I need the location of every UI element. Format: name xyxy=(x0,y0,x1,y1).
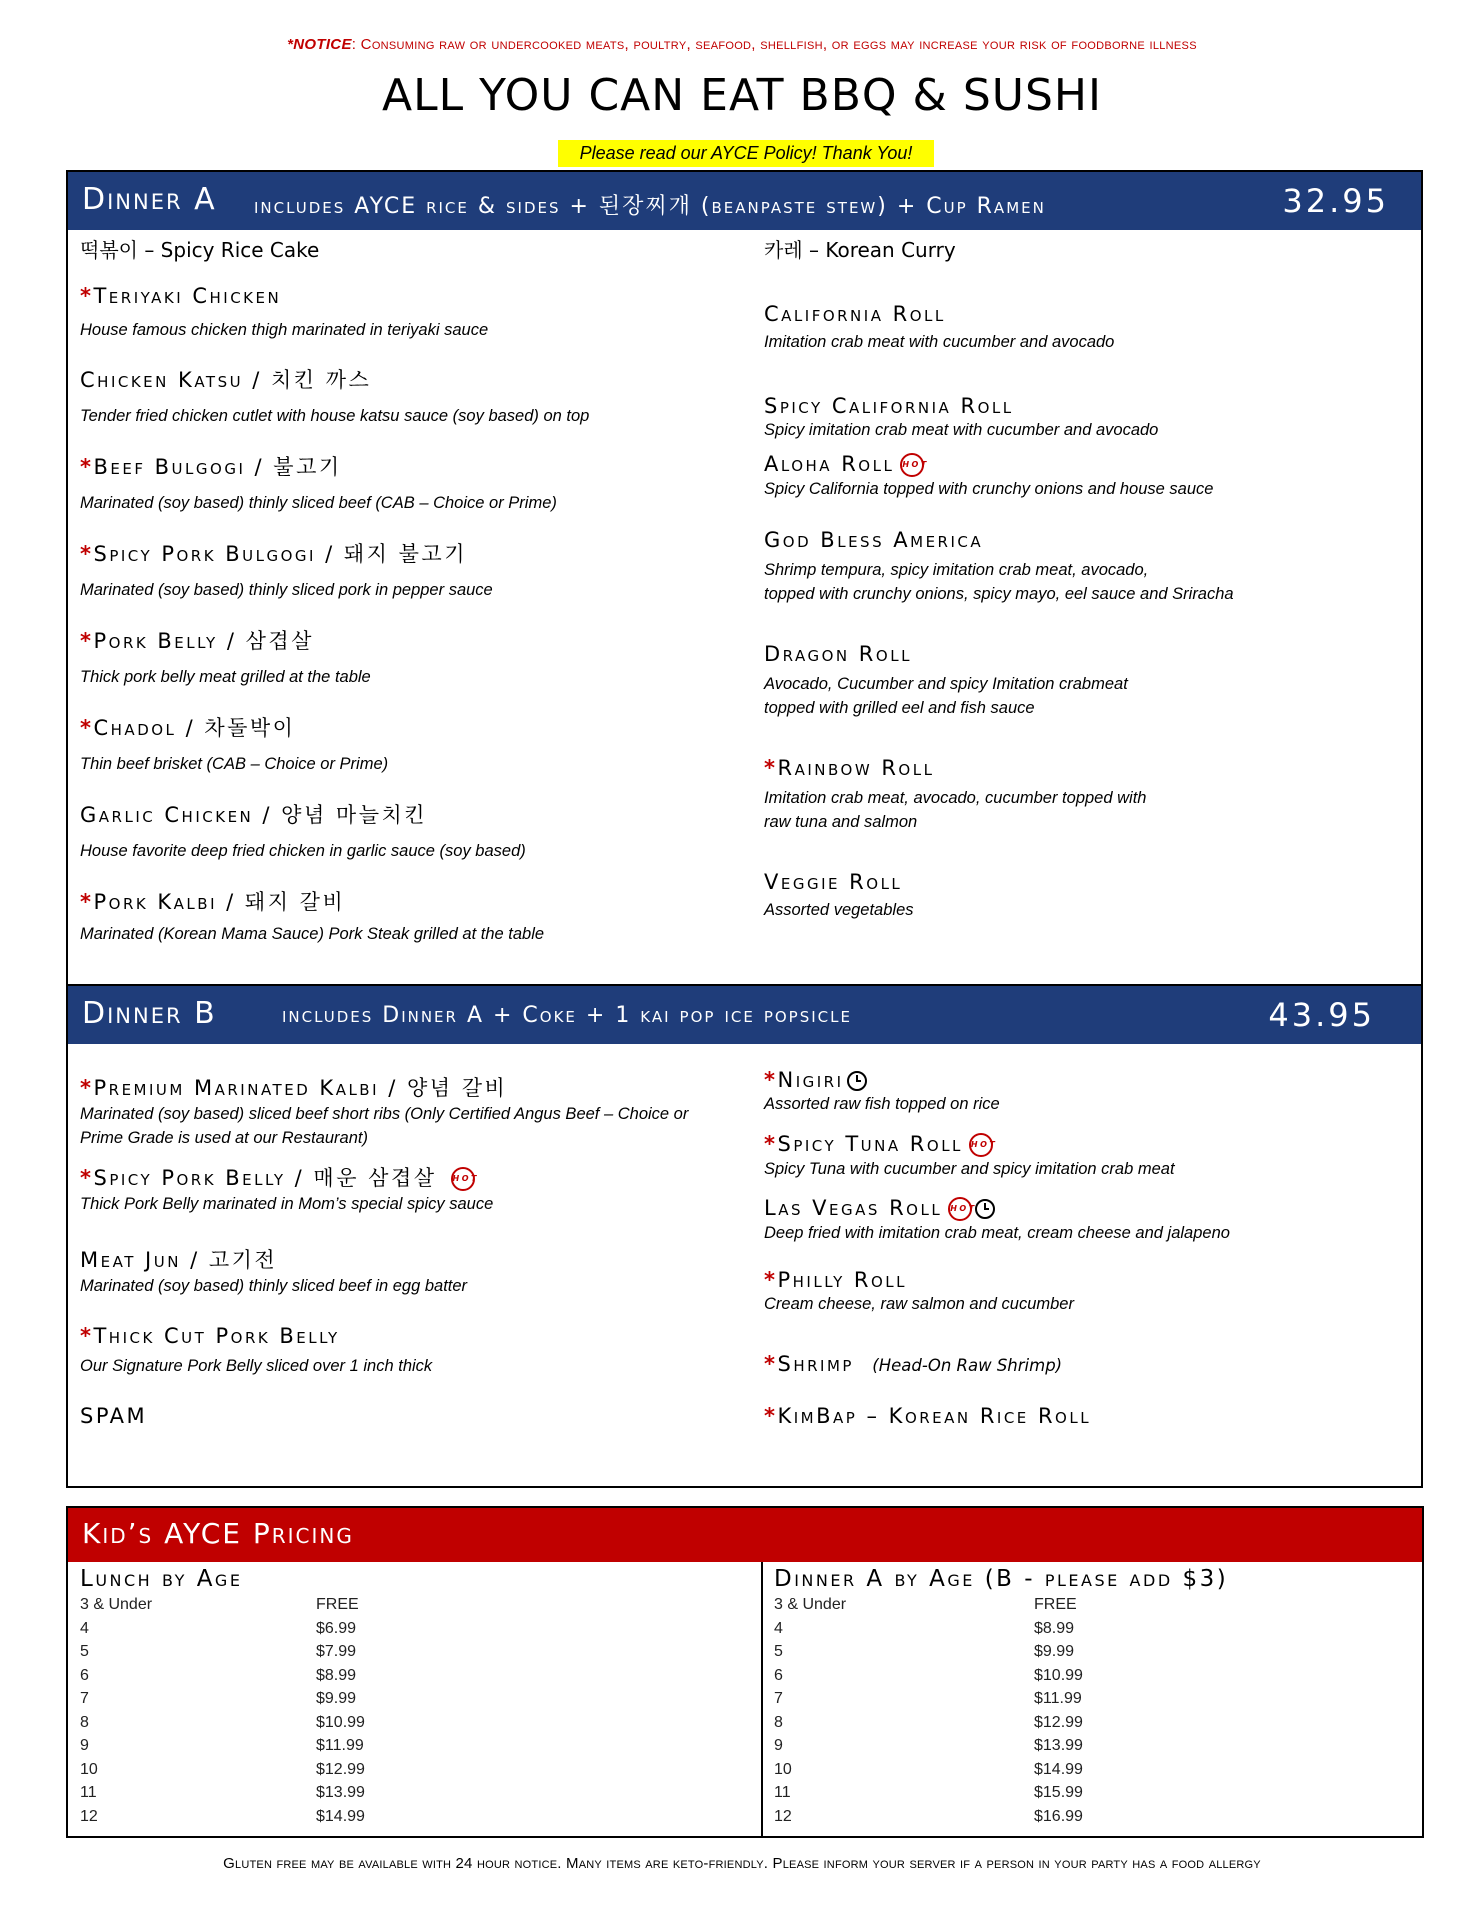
item-name: Pork Kalbi / 돼지 갈비 xyxy=(93,890,346,914)
item-name: Shrimp xyxy=(777,1352,854,1376)
table-row xyxy=(774,1640,1414,1664)
age-cell: 12 xyxy=(774,1807,792,1825)
age-cell: 4 xyxy=(774,1619,783,1637)
kids-pricing-section xyxy=(66,1506,1424,1838)
table-row xyxy=(80,1664,740,1688)
age-cell: 6 xyxy=(80,1666,89,1684)
kids-column-divider xyxy=(761,1562,763,1836)
dinner-rows xyxy=(774,1593,1414,1828)
price-cell: $14.99 xyxy=(316,1807,365,1825)
item-desc: Imitation crab meat with cucumber and avocado xyxy=(764,333,1115,351)
age-cell: 3 & Under xyxy=(80,1596,153,1613)
hot-icon: HOT xyxy=(969,1133,993,1157)
dinner-a-price: 32.95 xyxy=(1282,182,1389,220)
raw-star: * xyxy=(764,1132,778,1156)
dinner-a-section xyxy=(66,170,1423,986)
raw-star: * xyxy=(764,1352,778,1376)
table-row xyxy=(80,1687,740,1711)
table-row xyxy=(80,1617,740,1641)
lunch-by-age xyxy=(80,1566,740,1828)
menu-item xyxy=(80,886,544,946)
price-cell: $9.99 xyxy=(316,1690,357,1707)
age-cell: 10 xyxy=(774,1760,792,1778)
raw-star: * xyxy=(80,542,94,566)
item-desc: Assorted raw fish topped on rice xyxy=(764,1095,1000,1113)
dinner-a-name: Dinner A xyxy=(82,182,217,217)
age-cell: 9 xyxy=(774,1737,783,1754)
price-cell: $14.99 xyxy=(1034,1760,1083,1778)
item-name: Rainbow Roll xyxy=(777,756,935,780)
item-desc: Thin beef brisket (CAB – Choice or Prime) xyxy=(80,755,389,773)
dinner-b-price: 43.95 xyxy=(1268,996,1375,1034)
lunch-title: Lunch by Age xyxy=(80,1566,243,1592)
dinner-age-title: Dinner A by Age (B - please add $3) xyxy=(774,1566,1229,1592)
menu-item xyxy=(764,452,1213,501)
item-name: Veggie Roll xyxy=(764,870,903,894)
item-desc: Imitation crab meat, avocado, cucumber topped with xyxy=(764,789,1147,807)
menu-item xyxy=(764,642,1128,720)
menu-item xyxy=(764,302,1114,354)
item-desc: topped with grilled eel and fish sauce xyxy=(764,699,1035,717)
item-name: Garlic Chicken / 양념 마늘치킨 xyxy=(80,803,428,827)
price-cell: $12.99 xyxy=(1034,1713,1083,1731)
menu-item xyxy=(764,234,956,263)
item-name: Dragon Roll xyxy=(764,642,912,666)
table-row xyxy=(80,1758,740,1782)
raw-star: * xyxy=(80,284,94,308)
item-desc: topped with crunchy onions, spicy mayo, eel sauce and Sriracha xyxy=(764,585,1234,603)
raw-star: * xyxy=(80,629,94,653)
item-name: KimBap – Korean Rice Roll xyxy=(777,1404,1092,1428)
table-row xyxy=(80,1593,740,1617)
item-name: 떡볶이 – Spicy Rice Cake xyxy=(80,238,320,262)
menu-item xyxy=(764,1132,1175,1181)
item-name: God Bless America xyxy=(764,528,984,552)
item-desc: Our Signature Pork Belly sliced over 1 inch thick xyxy=(80,1357,433,1375)
age-cell: 7 xyxy=(774,1690,783,1707)
raw-star: * xyxy=(764,1404,778,1428)
item-name: 카레 – Korean Curry xyxy=(764,238,956,262)
menu-item xyxy=(80,712,388,776)
item-desc: Spicy Tuna with cucumber and spicy imitation crab meat xyxy=(764,1160,1175,1178)
price-cell: $9.99 xyxy=(1034,1643,1075,1660)
table-row xyxy=(80,1781,740,1805)
raw-star: * xyxy=(80,1166,94,1190)
menu-item xyxy=(80,451,557,515)
table-row xyxy=(80,1711,740,1735)
menu-item xyxy=(764,756,1146,834)
table-row xyxy=(774,1687,1414,1711)
age-cell: 9 xyxy=(80,1737,89,1754)
age-cell: 12 xyxy=(80,1807,98,1825)
menu-item xyxy=(764,1352,1062,1378)
dinner-b-header xyxy=(68,986,1421,1044)
table-row xyxy=(774,1781,1414,1805)
table-row xyxy=(80,1640,740,1664)
item-name: Spicy Pork Bulgogi / 돼지 불고기 xyxy=(93,542,467,566)
age-cell: 11 xyxy=(80,1784,97,1801)
item-name: Spicy Pork Belly / 매운 삼겹살 xyxy=(93,1166,437,1190)
clock-icon xyxy=(975,1199,995,1219)
raw-star: * xyxy=(80,890,94,914)
raw-star: * xyxy=(80,1076,94,1100)
menu-item xyxy=(80,364,589,428)
item-desc: Marinated (soy based) thinly sliced pork in pepper sauce xyxy=(80,581,493,599)
item-desc: House famous chicken thigh marinated in teriyaki sauce xyxy=(80,321,489,339)
menu-item xyxy=(80,1244,467,1298)
item-desc: raw tuna and salmon xyxy=(764,813,918,831)
raw-star: * xyxy=(80,716,94,740)
price-cell: $12.99 xyxy=(316,1760,365,1778)
menu-title: ALL YOU CAN EAT BBQ & SUSHI xyxy=(382,70,1102,121)
dinner-by-age xyxy=(774,1566,1414,1828)
price-cell: $15.99 xyxy=(1034,1784,1083,1801)
price-cell: $13.99 xyxy=(1034,1737,1083,1754)
menu-item xyxy=(764,1196,1230,1245)
menu-item xyxy=(80,538,493,602)
menu-item xyxy=(80,1072,688,1150)
item-desc: Marinated (soy based) sliced beef short ribs (Only Certified Angus Beef – Choice or xyxy=(80,1105,689,1123)
raw-star: * xyxy=(764,756,778,780)
kids-title: Kid’s AYCE Pricing xyxy=(82,1517,354,1550)
dinner-b-name: Dinner B xyxy=(82,996,217,1031)
item-name: Thick Cut Pork Belly xyxy=(93,1324,340,1348)
menu-item xyxy=(80,1324,432,1378)
price-cell: $13.99 xyxy=(316,1784,365,1801)
age-cell: 7 xyxy=(80,1690,89,1707)
table-row xyxy=(774,1758,1414,1782)
item-name: Aloha Roll xyxy=(764,452,895,476)
age-cell: 4 xyxy=(80,1619,89,1637)
table-row xyxy=(774,1617,1414,1641)
table-row xyxy=(774,1711,1414,1735)
price-cell: $16.99 xyxy=(1034,1807,1083,1825)
menu-item xyxy=(80,1404,147,1428)
clock-icon xyxy=(847,1071,867,1091)
menu-item xyxy=(764,394,1158,442)
price-cell: $11.99 xyxy=(316,1737,364,1754)
item-name: California Roll xyxy=(764,302,946,326)
menu-item xyxy=(80,1162,493,1216)
age-cell: 8 xyxy=(774,1713,783,1731)
dinner-b-includes: includes Dinner A + Coke + 1 kai pop ice popsicle xyxy=(282,1003,852,1028)
menu-item xyxy=(80,234,319,263)
hot-icon: HOT xyxy=(451,1167,475,1191)
item-desc: Avocado, Cucumber and spicy Imitation crabmeat xyxy=(764,675,1128,693)
policy-note: Please read our AYCE Policy! Thank You! xyxy=(558,140,934,167)
raw-star: * xyxy=(80,1324,94,1348)
dinner-b-section xyxy=(66,984,1423,1488)
price-cell: FREE xyxy=(1034,1596,1077,1613)
item-desc: Marinated (Korean Mama Sauce) Pork Steak grilled at the table xyxy=(80,925,545,943)
table-row xyxy=(774,1805,1414,1829)
price-cell: $11.99 xyxy=(1034,1690,1082,1707)
menu-item xyxy=(764,870,914,922)
item-desc: Spicy California topped with crunchy onions and house sauce xyxy=(764,480,1214,498)
item-note: (Head-On Raw Shrimp) xyxy=(872,1356,1063,1375)
item-name: Beef Bulgogi / 불고기 xyxy=(93,455,342,479)
age-cell: 10 xyxy=(80,1760,98,1778)
item-desc: Cream cheese, raw salmon and cucumber xyxy=(764,1295,1074,1313)
table-row xyxy=(774,1593,1414,1617)
lunch-rows xyxy=(80,1593,740,1828)
dinner-a-includes: includes AYCE rice & sides + 된장찌개 (beanpaste stew) + Cup Ramen xyxy=(254,194,1046,219)
price-cell: $8.99 xyxy=(1034,1619,1075,1637)
item-name: SPAM xyxy=(80,1404,148,1428)
item-name: Premium Marinated Kalbi / 양념 갈비 xyxy=(93,1076,508,1100)
raw-star: * xyxy=(80,455,94,479)
menu-item xyxy=(80,625,371,689)
item-name: Chicken Katsu / 치킨 까스 xyxy=(80,368,372,392)
table-row xyxy=(774,1734,1414,1758)
price-cell: $7.99 xyxy=(316,1643,357,1660)
menu-item xyxy=(80,284,488,342)
age-cell: 11 xyxy=(774,1784,791,1801)
item-name: Chadol / 차돌박이 xyxy=(93,716,296,740)
item-name: Meat Jun / 고기전 xyxy=(80,1248,278,1272)
age-cell: 6 xyxy=(774,1666,783,1684)
item-desc: Marinated (soy based) thinly sliced beef (CAB – Choice or Prime) xyxy=(80,494,557,512)
item-desc: Assorted vegetables xyxy=(764,901,914,919)
age-cell: 3 & Under xyxy=(774,1596,847,1613)
price-cell: $8.99 xyxy=(316,1666,357,1684)
menu-item xyxy=(764,1068,1000,1116)
dinner-a-header xyxy=(68,172,1421,230)
notice-text: : Consuming raw or undercooked meats, poultry, seafood, shellfish, or eggs may increase your risk of foodborne illness xyxy=(351,36,1197,53)
raw-star: * xyxy=(764,1068,778,1092)
menu-item xyxy=(764,1404,1091,1428)
price-cell: FREE xyxy=(316,1596,359,1613)
kids-header xyxy=(68,1508,1422,1562)
item-name: Pork Belly / 삼겹살 xyxy=(93,629,314,653)
item-desc: Thick pork belly meat grilled at the table xyxy=(80,668,371,686)
raw-star: * xyxy=(764,1268,778,1292)
age-cell: 8 xyxy=(80,1713,89,1731)
age-cell: 5 xyxy=(774,1643,783,1660)
menu-item xyxy=(764,1268,1074,1316)
hot-icon: HOT xyxy=(948,1197,972,1221)
price-cell: $6.99 xyxy=(316,1619,357,1637)
menu-item xyxy=(764,528,1234,606)
table-row xyxy=(80,1805,740,1829)
item-name: Spicy California Roll xyxy=(764,394,1014,418)
item-name: Teriyaki Chicken xyxy=(93,284,282,308)
item-desc: Deep fried with imitation crab meat, cream cheese and jalapeno xyxy=(764,1224,1230,1242)
age-cell: 5 xyxy=(80,1643,89,1660)
table-row xyxy=(80,1734,740,1758)
item-desc: Tender fried chicken cutlet with house katsu sauce (soy based) on top xyxy=(80,407,590,425)
price-cell: $10.99 xyxy=(316,1713,365,1731)
item-name: Spicy Tuna Roll xyxy=(777,1132,963,1156)
item-desc: Marinated (soy based) thinly sliced beef in egg batter xyxy=(80,1277,468,1295)
item-desc: Shrimp tempura, spicy imitation crab meat, avocado, xyxy=(764,561,1149,579)
foodborne-notice xyxy=(0,36,1484,53)
item-desc: Spicy imitation crab meat with cucumber and avocado xyxy=(764,421,1159,439)
menu-item xyxy=(80,799,526,863)
hot-icon: HOT xyxy=(900,453,924,477)
item-desc: Prime Grade is used at our Restaurant) xyxy=(80,1129,368,1147)
notice-lead: *NOTICE xyxy=(287,36,352,53)
item-name: Las Vegas Roll xyxy=(764,1196,943,1220)
item-name: Nigiri xyxy=(777,1068,844,1092)
allergy-footer: Gluten free may be available with 24 hour notice. Many items are keto-friendly. Please inform your server if a person in your party has a food allergy xyxy=(223,1855,1261,1872)
table-row xyxy=(774,1664,1414,1688)
item-name: Philly Roll xyxy=(777,1268,908,1292)
price-cell: $10.99 xyxy=(1034,1666,1083,1684)
item-desc: House favorite deep fried chicken in garlic sauce (soy based) xyxy=(80,842,526,860)
item-desc: Thick Pork Belly marinated in Mom’s special spicy sauce xyxy=(80,1195,494,1213)
